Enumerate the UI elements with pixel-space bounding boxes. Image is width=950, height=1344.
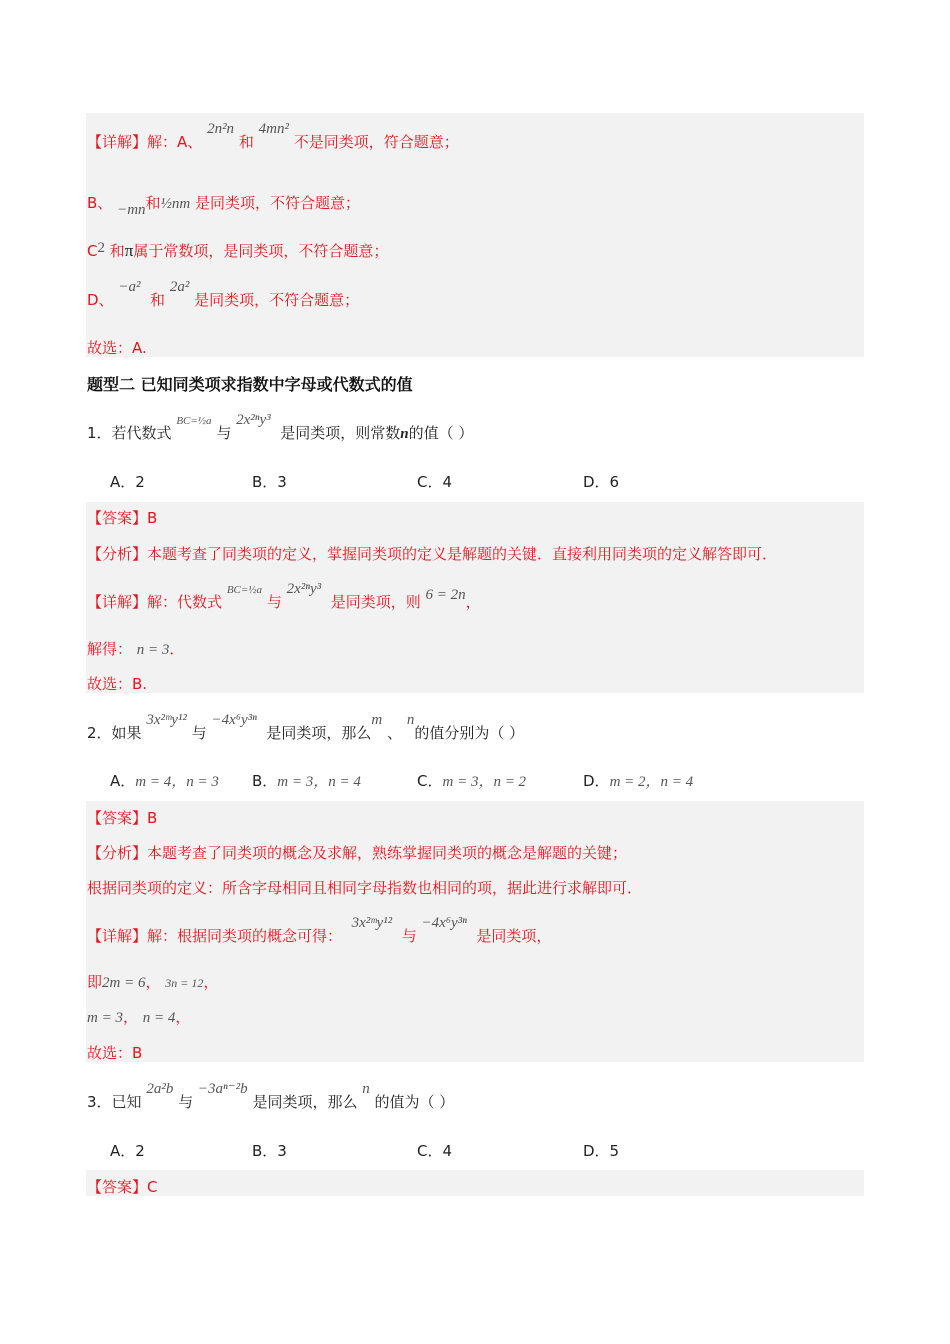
- option-label: D．: [583, 772, 610, 790]
- math: 3x²ᵐy¹²: [146, 712, 187, 728]
- solution-panel: [86, 1170, 864, 1196]
- text: D、: [87, 291, 114, 309]
- option-d[interactable]: D．5: [583, 1142, 620, 1160]
- text: 不是同类项，符合题意；: [293, 133, 459, 151]
- math: m = 4，n = 3: [135, 774, 219, 790]
- text: 解：根据同类项的概念可得：: [147, 927, 343, 945]
- option-c[interactable]: C．4: [417, 473, 453, 491]
- math: n: [406, 712, 415, 728]
- math: n: [400, 426, 409, 442]
- math: n: [362, 1081, 370, 1097]
- math: 4mn²: [258, 121, 289, 137]
- conclusion: 故选：B.: [87, 675, 148, 693]
- math: −mn: [117, 202, 146, 218]
- text: 的值分别为（ ）: [414, 724, 525, 742]
- math: m: [371, 712, 383, 728]
- math: m = 3，n = 2: [442, 774, 527, 790]
- analysis: 【分析】本题考查了同类项的定义，掌握同类项的定义是解题的关键．直接利用同类项的定义解答即可．: [87, 545, 778, 563]
- detail-line: [87, 279, 360, 310]
- option-b[interactable]: [252, 770, 361, 791]
- math: −4x⁶y³ⁿ: [211, 712, 257, 728]
- detail-line: [87, 915, 552, 946]
- option-d[interactable]: [583, 770, 693, 791]
- text: 和: [109, 242, 125, 260]
- answer: 【答案】B: [87, 509, 158, 527]
- conclusion: 故选：B: [87, 1044, 143, 1062]
- option-c[interactable]: [417, 770, 526, 791]
- text: 是同类项，则: [330, 593, 421, 611]
- math: 3x²ᵐy¹²: [351, 915, 393, 931]
- option-c[interactable]: C．4: [417, 1142, 453, 1160]
- option-b[interactable]: B．3: [252, 1142, 287, 1160]
- question-2: [87, 712, 525, 743]
- detail-line: [87, 192, 360, 218]
- text: ，: [203, 973, 219, 991]
- step-line: [87, 971, 218, 992]
- text: 与: [266, 593, 282, 611]
- text: 与: [191, 724, 207, 742]
- math: ½nm: [160, 196, 191, 212]
- text: 是同类项，则常数: [280, 424, 401, 442]
- text: 是同类项，不符合题意；: [194, 291, 360, 309]
- analysis: 【分析】本题考查了同类项的概念及求解，熟练掌握同类项的概念是解题的关键；: [87, 844, 628, 862]
- detail-tag: 【详解】: [87, 593, 148, 611]
- math: 2: [97, 240, 105, 256]
- text: 与: [216, 424, 232, 442]
- detail-line: [87, 240, 388, 261]
- answer: 【答案】B: [87, 809, 158, 827]
- math: 2x²ⁿy³: [286, 581, 322, 597]
- math: π: [124, 241, 134, 260]
- math: 6 = 2n: [425, 587, 466, 603]
- text: 和: [145, 194, 161, 212]
- detail-line: [87, 121, 459, 152]
- option-label: A．: [110, 772, 136, 790]
- detail-tag: 【详解】: [87, 133, 148, 151]
- text: 解：代数式: [147, 593, 223, 611]
- solve-line: [87, 638, 184, 659]
- text: ，: [465, 593, 481, 611]
- text: 是同类项，: [476, 927, 552, 945]
- option-a[interactable]: A．2: [110, 473, 145, 491]
- text: 、: [387, 724, 403, 742]
- text: ．: [169, 640, 185, 658]
- text: 的值为（ ）: [374, 1093, 455, 1111]
- text: 是同类项，那么: [252, 1093, 358, 1111]
- math: 2n²n: [207, 121, 235, 137]
- section-title: 题型二 已知同类项求指数中字母或代数式的值: [87, 375, 413, 394]
- text: 是同类项，不符合题意；: [194, 194, 360, 212]
- question-3: [87, 1081, 455, 1112]
- step-line: [87, 1006, 190, 1027]
- option-a[interactable]: [110, 770, 219, 791]
- math: BC=½a: [226, 584, 263, 596]
- text: 与: [178, 1093, 194, 1111]
- math: m = 2，n = 4: [609, 774, 694, 790]
- math: 2m = 6: [102, 975, 146, 991]
- text: 属于常数项，是同类项，不符合题意；: [133, 242, 389, 260]
- text: 是同类项，那么: [266, 724, 372, 742]
- text: B、: [87, 194, 113, 212]
- math: m = 3，n = 4: [277, 774, 361, 790]
- text: 的值（ ）: [408, 424, 474, 442]
- text: ，: [122, 1008, 138, 1026]
- text: ，: [145, 973, 161, 991]
- option-label: B．: [252, 772, 278, 790]
- math: −4x⁶y³ⁿ: [421, 915, 467, 931]
- option-d[interactable]: D．6: [583, 473, 620, 491]
- conclusion: 故选：A.: [87, 339, 147, 357]
- text: 2．如果: [87, 724, 142, 742]
- option-a[interactable]: A．2: [110, 1142, 145, 1160]
- math: 2a²: [169, 279, 190, 295]
- math: n = 3: [136, 642, 170, 658]
- text: 解得：: [87, 640, 133, 658]
- text: 3．已知: [87, 1093, 142, 1111]
- math: −3aⁿ⁻²b: [197, 1081, 248, 1097]
- option-label: C．: [417, 772, 443, 790]
- text: 和: [150, 291, 166, 309]
- math: m = 3: [87, 1010, 123, 1026]
- math: −a²: [118, 279, 141, 295]
- text: 与: [401, 927, 417, 945]
- text: 和: [238, 133, 254, 151]
- text: 解：A、: [147, 133, 203, 151]
- text: ，: [175, 1008, 191, 1026]
- math: n = 4: [142, 1010, 176, 1026]
- answer: 【答案】C: [87, 1178, 158, 1196]
- text: 即: [87, 973, 103, 991]
- text: 1．若代数式: [87, 424, 172, 442]
- text: C: [87, 242, 98, 260]
- math: BC=½a: [176, 415, 212, 427]
- math: 2x²ⁿy³: [236, 412, 271, 428]
- analysis: 根据同类项的定义：所含字母相同且相同字母指数也相同的项，据此进行求解即可．: [87, 879, 643, 897]
- math: 3n = 12: [165, 976, 204, 990]
- math: 2a²b: [146, 1081, 174, 1097]
- detail-tag: 【详解】: [87, 927, 148, 945]
- option-b[interactable]: B．3: [252, 473, 287, 491]
